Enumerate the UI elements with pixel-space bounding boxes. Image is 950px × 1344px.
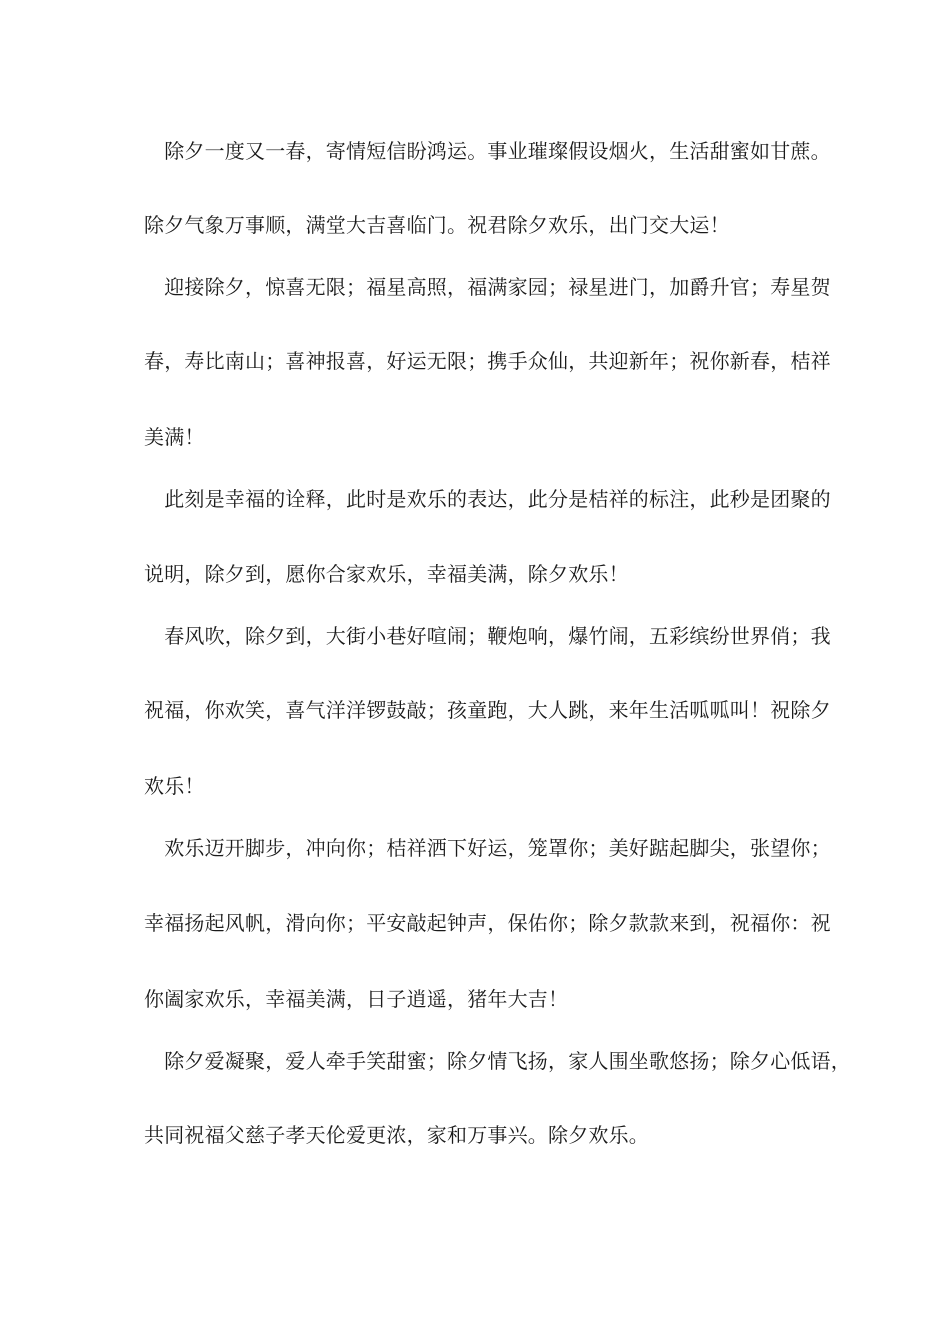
paragraph-3-line-2: 说明，除夕到，愿你合家欢乐，幸福美满，除夕欢乐！ [144, 562, 629, 586]
paragraph-5-line-1: 欢乐迈开脚步，冲向你；桔祥洒下好运，笼罩你；美好踮起脚尖，张望你； [144, 836, 831, 860]
paragraph-1-line-2: 除夕气象万事顺，满堂大吉喜临门。祝君除夕欢乐，出门交大运！ [144, 213, 730, 237]
paragraph-4-line-3: 欢乐！ [144, 774, 205, 798]
paragraph-2-line-1: 迎接除夕，惊喜无限；福星高照，福满家园；禄星进门，加爵升官；寿星贺 [144, 275, 831, 299]
paragraph-5-line-3: 你阖家欢乐，幸福美满，日子逍遥，猪年大吉！ [144, 987, 569, 1011]
paragraph-5-line-2: 幸福扬起风帆，滑向你；平安敲起钟声，保佑你；除夕款款来到，祝福你：祝 [144, 911, 831, 935]
paragraph-3-line-1: 此刻是幸福的诠释，此时是欢乐的表达，此分是桔祥的标注，此秒是团聚的 [144, 487, 831, 511]
paragraph-6-line-1: 除夕爱凝聚，爱人牵手笑甜蜜；除夕情飞扬，家人围坐歌悠扬；除夕心低语， [144, 1049, 851, 1073]
paragraph-1-line-1: 除夕一度又一春，寄情短信盼鸿运。事业璀璨假设烟火，生活甜蜜如甘蔗。 [144, 139, 831, 163]
paragraph-2-line-3: 美满！ [144, 425, 205, 449]
paragraph-6-line-2: 共同祝福父慈子孝天伦爱更浓，家和万事兴。除夕欢乐。 [144, 1123, 649, 1147]
paragraph-4-line-2: 祝福，你欢笑，喜气洋洋锣鼓敲；孩童跑，大人跳，来年生活呱呱叫！祝除夕 [144, 698, 831, 722]
paragraph-2-line-2: 春，寿比南山；喜神报喜，好运无限；携手众仙，共迎新年；祝你新春，桔祥 [144, 349, 831, 373]
paragraph-4-line-1: 春风吹，除夕到，大街小巷好喧闹；鞭炮响，爆竹闹，五彩缤纷世界俏；我 [144, 624, 831, 648]
